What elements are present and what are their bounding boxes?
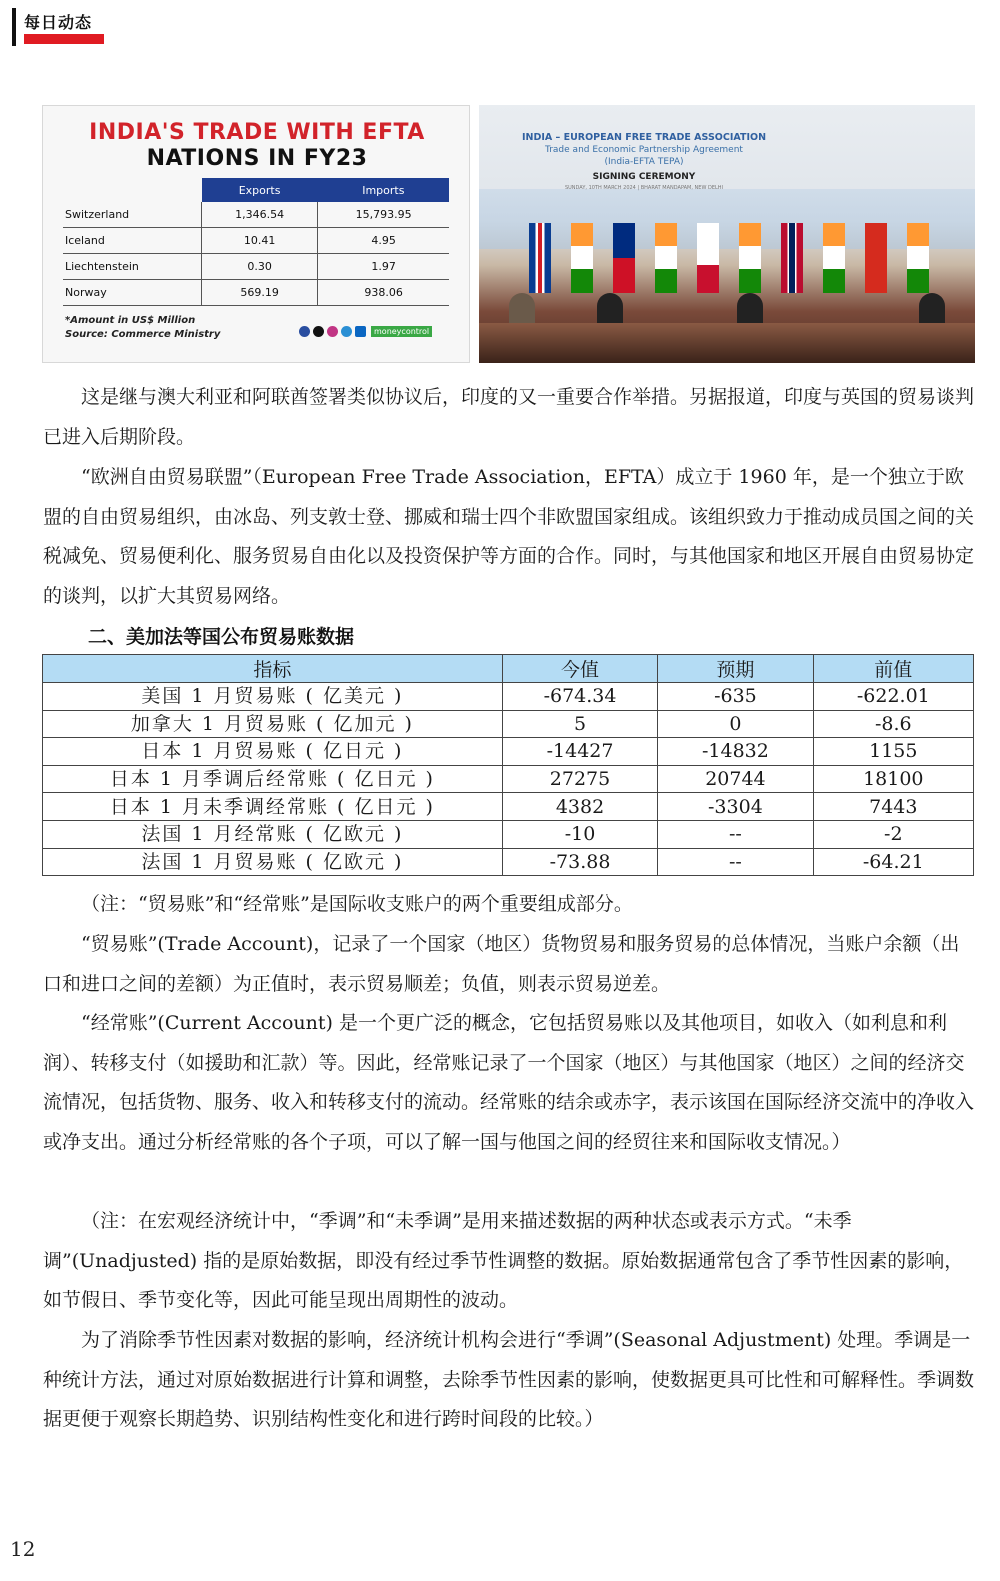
table-row bbox=[43, 848, 974, 876]
previous-cell: -64.21 bbox=[813, 848, 973, 876]
note-accounts: （注：“贸易账”和“经常账”是国际收支账户的两个重要组成部分。 bbox=[81, 893, 633, 915]
expected-cell: -14832 bbox=[658, 738, 813, 766]
indicator-cell: 日本 1 月季调后经常账 ( 亿日元 ) bbox=[43, 765, 503, 793]
infographic-country: Iceland bbox=[63, 228, 202, 254]
flag-india bbox=[739, 223, 761, 293]
infographic-exports: 569.19 bbox=[202, 280, 318, 306]
table-row bbox=[43, 793, 974, 821]
banner-line3: (India-EFTA TEPA) bbox=[604, 157, 684, 167]
infographic-imports: 1.97 bbox=[318, 254, 449, 280]
social-icons bbox=[299, 326, 432, 337]
expected-cell: 20744 bbox=[658, 765, 813, 793]
expected-cell: -- bbox=[658, 848, 813, 876]
infographic-row bbox=[63, 202, 449, 228]
current-cell: 4382 bbox=[502, 793, 657, 821]
indicator-cell: 日本 1 月未季调经常账 ( 亿日元 ) bbox=[43, 793, 503, 821]
previous-cell: -622.01 bbox=[813, 683, 973, 711]
table-row bbox=[43, 765, 974, 793]
infographic-country: Switzerland bbox=[63, 202, 202, 228]
brand-logo: moneycontrol bbox=[371, 326, 432, 337]
flag-liechtenstein bbox=[613, 223, 635, 293]
infographic-country: Norway bbox=[63, 280, 202, 306]
infographic-exports: 10.41 bbox=[202, 228, 318, 254]
flag-india bbox=[907, 223, 929, 293]
flag-iceland bbox=[529, 223, 551, 293]
header-title: 每日动态 bbox=[24, 13, 93, 32]
banner-line2: Trade and Economic Partnership Agreement bbox=[545, 145, 743, 155]
infographic-title-line2: NATIONS IN FY23 bbox=[146, 146, 368, 171]
table-row bbox=[43, 820, 974, 848]
infographic-title-line1: INDIA'S TRADE WITH EFTA bbox=[89, 120, 425, 145]
banner-text bbox=[479, 131, 809, 192]
note-seasonal-adjustment: 为了消除季节性因素对数据的影响，经济统计机构会进行“季调”(Seasonal Adjustment) 处理。季调是一种统计方法，通过对原始数据进行计算和调整，去除季节性因素的影响，使数据更具可比性和可解释性。季调数据更便于观察长期趋势、识别结构性变化和进行跨时间段的比较。） bbox=[43, 1329, 975, 1430]
infographic-country: Liechtenstein bbox=[63, 254, 202, 280]
infographic-imports: 15,793.95 bbox=[318, 202, 449, 228]
banner-skyline bbox=[479, 189, 975, 249]
table-row bbox=[43, 683, 974, 711]
flag-norway bbox=[781, 223, 803, 293]
table-row bbox=[43, 710, 974, 738]
ceremony-table bbox=[479, 323, 975, 363]
signing-ceremony-photo bbox=[479, 105, 975, 363]
note-current-account: “经常账”(Current Account) 是一个更广泛的概念，它包括贸易账以及其他项目，如收入（如利息和利润）、转移支付（如援助和汇款）等。因此，经常账记录了一个国家（地区）与其他国家（地区）之间的经济交流情况，包括货物、服务、收入和转移支付的流动。经常账的结余或赤字，表示该国在国际经济交流中的净收入或净支出。通过分析经常账的各个子项，可以了解一国与他国之间的经贸往来和国际收支情况。） bbox=[43, 1012, 975, 1153]
indicator-cell: 加拿大 1 月贸易账 ( 亿加元 ) bbox=[43, 710, 503, 738]
expected-cell: -3304 bbox=[658, 793, 813, 821]
current-cell: 5 bbox=[502, 710, 657, 738]
table-row bbox=[43, 738, 974, 766]
current-cell: -73.88 bbox=[502, 848, 657, 876]
infographic-exports: 1,346.54 bbox=[202, 202, 318, 228]
paragraph-efta-intro: “欧洲自由贸易联盟”（European Free Trade Association，EFTA）成立于 1960 年，是一个独立于欧盟的自由贸易组织，由冰岛、列支敦士登、挪威和瑞士四个非欧盟国家组成。该组织致力于推动成员国之间的关税减免、贸易便利化、服务贸易自由化以及投资保护等方面的合作。同时，与其他国家和地区开展自由贸易协定的谈判，以扩大其贸易网络。 bbox=[43, 466, 975, 607]
infographic-note: *Amount in US$ Million bbox=[65, 315, 196, 326]
infographic-imports: 938.06 bbox=[318, 280, 449, 306]
indicator-cell: 法国 1 月经常账 ( 亿欧元 ) bbox=[43, 820, 503, 848]
section-heading: 二、美加法等国公布贸易账数据 bbox=[88, 626, 355, 648]
infographic-row bbox=[63, 280, 449, 306]
expected-cell: 0 bbox=[658, 710, 813, 738]
previous-cell: 18100 bbox=[813, 765, 973, 793]
infographic-source: Source: Commerce Ministry bbox=[65, 329, 221, 340]
instagram-icon bbox=[327, 326, 338, 337]
previous-cell: -8.6 bbox=[813, 710, 973, 738]
flag-india bbox=[655, 223, 677, 293]
col-header-indicator: 指标 bbox=[43, 655, 503, 683]
trade-data-table bbox=[42, 654, 974, 876]
current-cell: -14427 bbox=[502, 738, 657, 766]
x-icon bbox=[313, 326, 324, 337]
current-cell: -10 bbox=[502, 820, 657, 848]
paragraph-india-agreement: 这是继与澳大利亚和阿联酋签署类似协议后，印度的又一重要合作举措。另据报道，印度与英国的贸易谈判已进入后期阶段。 bbox=[43, 386, 975, 448]
previous-cell: 1155 bbox=[813, 738, 973, 766]
header-bar bbox=[12, 8, 16, 46]
infographic-exports: 0.30 bbox=[202, 254, 318, 280]
current-cell: 27275 bbox=[502, 765, 657, 793]
indicator-cell: 日本 1 月贸易账 ( 亿日元 ) bbox=[43, 738, 503, 766]
indicator-cell: 法国 1 月贸易账 ( 亿欧元 ) bbox=[43, 848, 503, 876]
expected-cell: -- bbox=[658, 820, 813, 848]
header-accent bbox=[24, 34, 104, 44]
current-cell: -674.34 bbox=[502, 683, 657, 711]
telegram-icon bbox=[341, 326, 352, 337]
expected-cell: -635 bbox=[658, 683, 813, 711]
facebook-icon bbox=[299, 326, 310, 337]
col-header-current: 今值 bbox=[502, 655, 657, 683]
banner-line4: SIGNING CEREMONY bbox=[592, 172, 696, 182]
flag-efta bbox=[697, 223, 719, 293]
linkedin-icon bbox=[355, 326, 366, 337]
flag-india bbox=[823, 223, 845, 293]
flag-india bbox=[571, 223, 593, 293]
note-trade-account: “贸易账”(Trade Account)，记录了一个国家（地区）货物贸易和服务贸易的总体情况，当账户余额（出口和进口之间的差额）为正值时，表示贸易顺差；负值，则表示贸易逆差。 bbox=[43, 933, 960, 995]
previous-cell: -2 bbox=[813, 820, 973, 848]
note-seasonal: （注：在宏观经济统计中，“季调”和“未季调”是用来描述数据的两种状态或表示方式。“未季调”(Unadjusted) 指的是原始数据，即没有经过季节性调整的数据。原始数据通常包含了季节性因素的影响，如节假日、季节变化等，因此可能呈现出周期性的波动。 bbox=[43, 1210, 964, 1311]
col-header-previous: 前值 bbox=[813, 655, 973, 683]
infographic-header-imports: Imports bbox=[318, 178, 449, 202]
previous-cell: 7443 bbox=[813, 793, 973, 821]
infographic-notes bbox=[65, 314, 220, 342]
infographic-imports: 4.95 bbox=[318, 228, 449, 254]
infographic-header-exports: Exports bbox=[202, 178, 318, 202]
banner-line1: INDIA – EUROPEAN FREE TRADE ASSOCIATION bbox=[521, 132, 767, 143]
col-header-expected: 预期 bbox=[658, 655, 813, 683]
infographic-row bbox=[63, 228, 449, 254]
infographic-table bbox=[63, 178, 449, 306]
infographic-header-blank bbox=[63, 178, 202, 202]
indicator-cell: 美国 1 月贸易账 ( 亿美元 ) bbox=[43, 683, 503, 711]
trade-infographic bbox=[42, 105, 470, 363]
page-header bbox=[12, 8, 102, 48]
infographic-row bbox=[63, 254, 449, 280]
flag-switzerland bbox=[865, 223, 887, 293]
banner-line5: SUNDAY, 10TH MARCH 2024 | BHARAT MANDAPAM, NEW DELHI bbox=[564, 185, 724, 191]
page-number: 12 bbox=[10, 1537, 36, 1561]
